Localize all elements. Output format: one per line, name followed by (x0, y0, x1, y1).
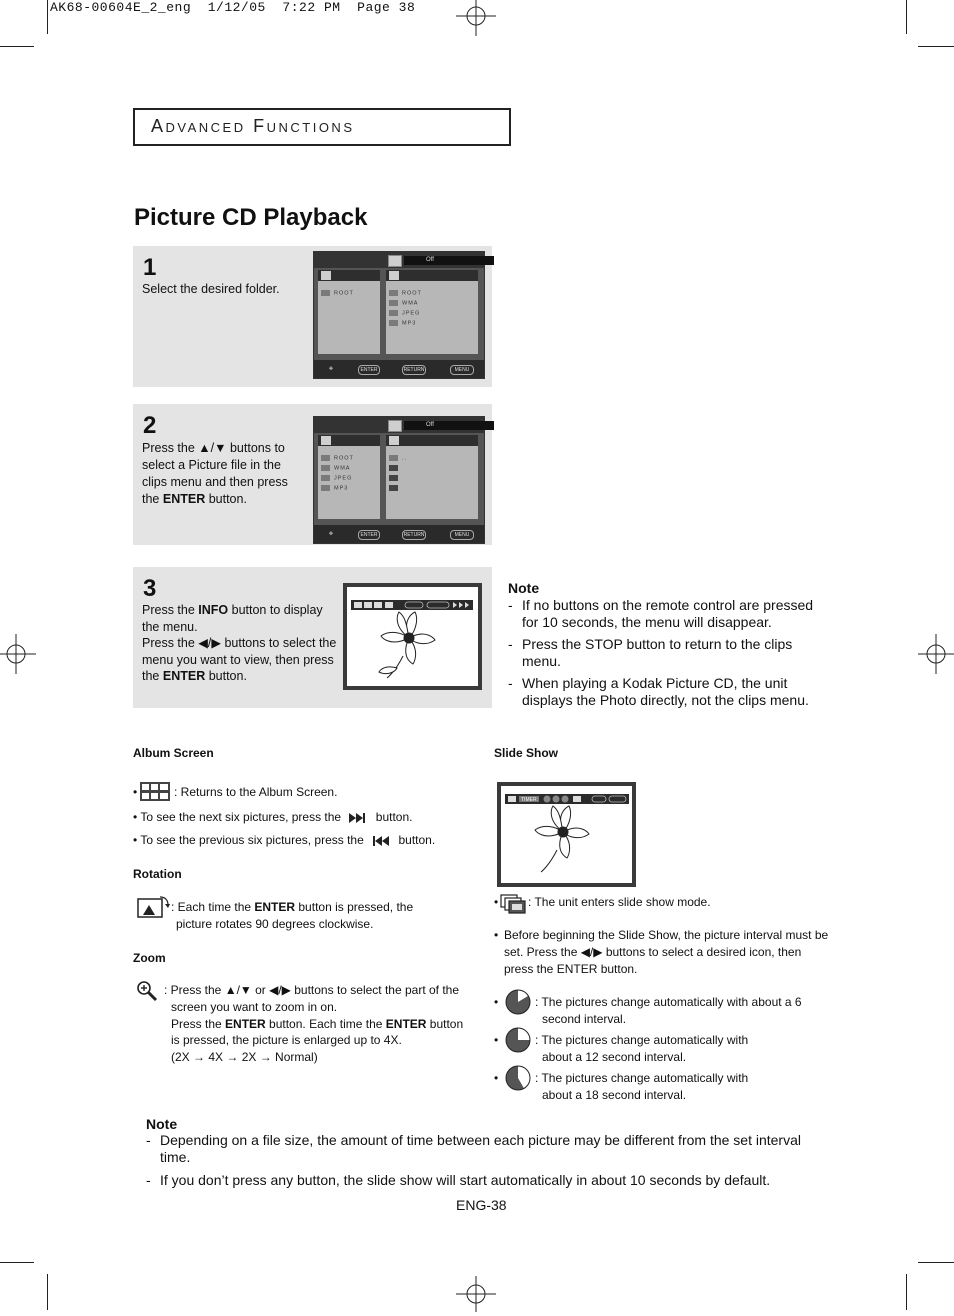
crop-mark (47, 1274, 48, 1310)
osd-pane-head (318, 435, 380, 446)
crop-mark (0, 46, 34, 47)
osd-row (389, 465, 402, 472)
direction-icon: ✥ (328, 366, 334, 372)
folder-icon (321, 455, 330, 461)
jpeg-file-icon (389, 485, 398, 491)
osd-row: ROOT (321, 455, 354, 462)
zoom-line: : Press the ▲/▼ or ◀/▶ buttons to select the part of the (164, 983, 460, 997)
osd-screen-files (313, 416, 485, 544)
interval-line: about a 18 second interval. (542, 1088, 687, 1102)
step-3-line: the menu. (142, 619, 198, 634)
osd-row: JPEG (321, 475, 352, 482)
zoom-icon (136, 980, 158, 1002)
crop-mark (918, 1262, 954, 1263)
osd-return: RETURN (403, 367, 425, 373)
timer-18-second-icon (504, 1064, 532, 1092)
note-title: Note (146, 1116, 178, 1132)
step-1-number: 1 (143, 254, 157, 281)
step-3-text (142, 602, 336, 685)
step-2-line: Press the ▲/▼ buttons to (142, 441, 285, 455)
slide-timer-label: TIMER: (521, 797, 538, 803)
folder-icon (389, 455, 398, 461)
step-2-text (142, 440, 288, 508)
folder-icon (321, 465, 330, 471)
interval-line: second interval. (542, 1012, 627, 1026)
step-3-panel (133, 567, 492, 708)
step-3-line: menu you want to view, then press (142, 652, 334, 667)
direction-icon: ✥ (328, 531, 334, 537)
osd-row: WMA (389, 300, 418, 307)
osd-top-value: Off (404, 421, 494, 430)
crop-mark (47, 0, 48, 34)
osd-pane-head (386, 270, 478, 281)
folder-icon (321, 436, 331, 445)
bullet: • (494, 1033, 499, 1047)
note-item: - Press the STOP button to return to the clips menu. (508, 636, 793, 669)
registration-mark (0, 634, 36, 674)
step-3-line: Press the INFO button to display (142, 603, 323, 617)
step-3-line: the ENTER button. (142, 669, 247, 683)
osd-enter: ENTER (358, 530, 380, 540)
registration-mark (456, 0, 496, 36)
note-title: Note (508, 580, 540, 596)
crop-mark (0, 1262, 34, 1263)
album-screen-heading: Album Screen (133, 746, 214, 760)
interval-line: : The pictures change automatically with about a 6 (535, 995, 802, 1009)
folder-icon (321, 485, 330, 491)
osd-row: ROOT (321, 290, 354, 297)
zoom-line: screen you want to zoom in on. (171, 1000, 338, 1014)
osd-right-pane (386, 435, 478, 519)
osd-footer (314, 360, 484, 378)
osd-menu: MENU (450, 365, 474, 375)
osd-pane-head (318, 270, 380, 281)
slide-show-instructions: Before beginning the Slide Show, the picture interval must be set. Press the ◀/▶ buttons to select a desired icon, then press the ENTER button. (504, 928, 829, 976)
step-1-panel (133, 246, 492, 387)
bullet: • (494, 895, 499, 909)
zoom-line: (2X → 4X → 2X → Normal) (171, 1050, 318, 1064)
page-title: Picture CD Playback (134, 204, 368, 231)
slide-show-screen (497, 782, 636, 887)
section-title: Advanced Functions (151, 116, 355, 136)
step-2-panel (133, 404, 492, 545)
skip-back-icon (371, 835, 391, 847)
interval-line: : The pictures change automatically with (535, 1033, 749, 1047)
osd-right-pane (386, 270, 478, 354)
step-3-number: 3 (143, 575, 157, 602)
osd-row (389, 475, 402, 482)
osd-return: RETURN (403, 532, 425, 538)
folder-icon (321, 271, 331, 280)
osd-row: MP3 (321, 485, 348, 492)
slide-show-line: : The unit enters slide show mode. (528, 895, 711, 909)
folder-icon (389, 290, 398, 296)
zoom-heading: Zoom (133, 951, 166, 965)
osd-screen-folders (313, 251, 485, 379)
album-line-prev: • To see the previous six pictures, press the button. (133, 833, 436, 847)
osd-enter: ENTER (358, 365, 380, 375)
osd-row (389, 485, 402, 492)
osd-menu: MENU (450, 530, 474, 540)
osd-footer (314, 525, 484, 543)
osd-top-value: Off (404, 256, 494, 265)
album-grid-icon (140, 782, 170, 801)
crop-mark (906, 1274, 907, 1310)
registration-mark (456, 1276, 496, 1316)
folder-icon (389, 300, 398, 306)
osd-row: ROOT (389, 290, 422, 297)
print-header: AK68-00604E_2_eng 1/12/05 7:22 PM Page 38 (50, 0, 416, 15)
zoom-line: Press the ENTER button. Each time the ENTER button (171, 1017, 464, 1031)
folder-icon (389, 320, 398, 326)
folder-icon (389, 310, 398, 316)
skip-forward-icon (348, 812, 368, 824)
registration-mark (918, 634, 954, 674)
zoom-line: is pressed, the picture is enlarged up to 4X. (171, 1033, 402, 1047)
rotation-line: picture rotates 90 degrees clockwise. (176, 917, 374, 931)
folder-icon (321, 290, 330, 296)
photo-screen (343, 583, 482, 690)
osd-mode-icon (388, 255, 402, 267)
timer-6-second-icon (504, 988, 532, 1016)
page-number: ENG-38 (456, 1197, 507, 1213)
osd-pane-head (386, 435, 478, 446)
osd-mode-icon (388, 420, 402, 432)
note-item: - Depending on a file size, the amount of time between each picture may be different from the set interval time. (146, 1132, 801, 1165)
crop-mark (906, 0, 907, 34)
step-1-line: Select the desired folder. (142, 282, 280, 296)
folder-icon (389, 271, 399, 280)
step-1-text (142, 281, 280, 298)
bullet: • (494, 1071, 499, 1085)
osd-row: .. (389, 455, 407, 462)
slide-show-icon (500, 894, 526, 914)
note-item: - If no buttons on the remote control are pressed for 10 seconds, the menu will disappear. (508, 597, 814, 630)
interval-line: about a 12 second interval. (542, 1050, 687, 1064)
interval-line: : The pictures change automatically with (535, 1071, 749, 1085)
album-line: : Returns to the Album Screen. (174, 785, 338, 799)
bullet: • (494, 928, 499, 942)
slide-show-heading: Slide Show (494, 746, 559, 760)
rotation-line: : Each time the ENTER button is pressed, the (171, 900, 414, 914)
crop-mark (918, 46, 954, 47)
note-item: - When playing a Kodak Picture CD, the unit displays the Photo directly, not the clips menu. (508, 675, 809, 708)
step-2-line: select a Picture file in the (142, 458, 281, 472)
step-2-line: the ENTER button. (142, 492, 247, 506)
jpeg-file-icon (389, 475, 398, 481)
jpeg-file-icon (389, 465, 398, 471)
album-line-next: • To see the next six pictures, press the button. (133, 810, 413, 824)
timer-12-second-icon (504, 1026, 532, 1054)
step-3-line: Press the ◀/▶ buttons to select the (142, 636, 337, 650)
bullet: • (494, 995, 499, 1009)
folder-icon (321, 475, 330, 481)
osd-left-pane (318, 270, 380, 354)
note-item: - If you don’t press any button, the slide show will start automatically in about 10 seconds by default. (146, 1172, 771, 1188)
bullet: • (133, 785, 138, 799)
step-2-number: 2 (143, 412, 157, 439)
osd-left-pane (318, 435, 380, 519)
rotation-heading: Rotation (133, 867, 182, 881)
osd-row: MP3 (389, 320, 416, 327)
rotate-icon (134, 895, 170, 919)
folder-icon (389, 436, 399, 445)
osd-row: JPEG (389, 310, 420, 317)
osd-row: WMA (321, 465, 350, 472)
step-2-line: clips menu and then press (142, 475, 288, 489)
